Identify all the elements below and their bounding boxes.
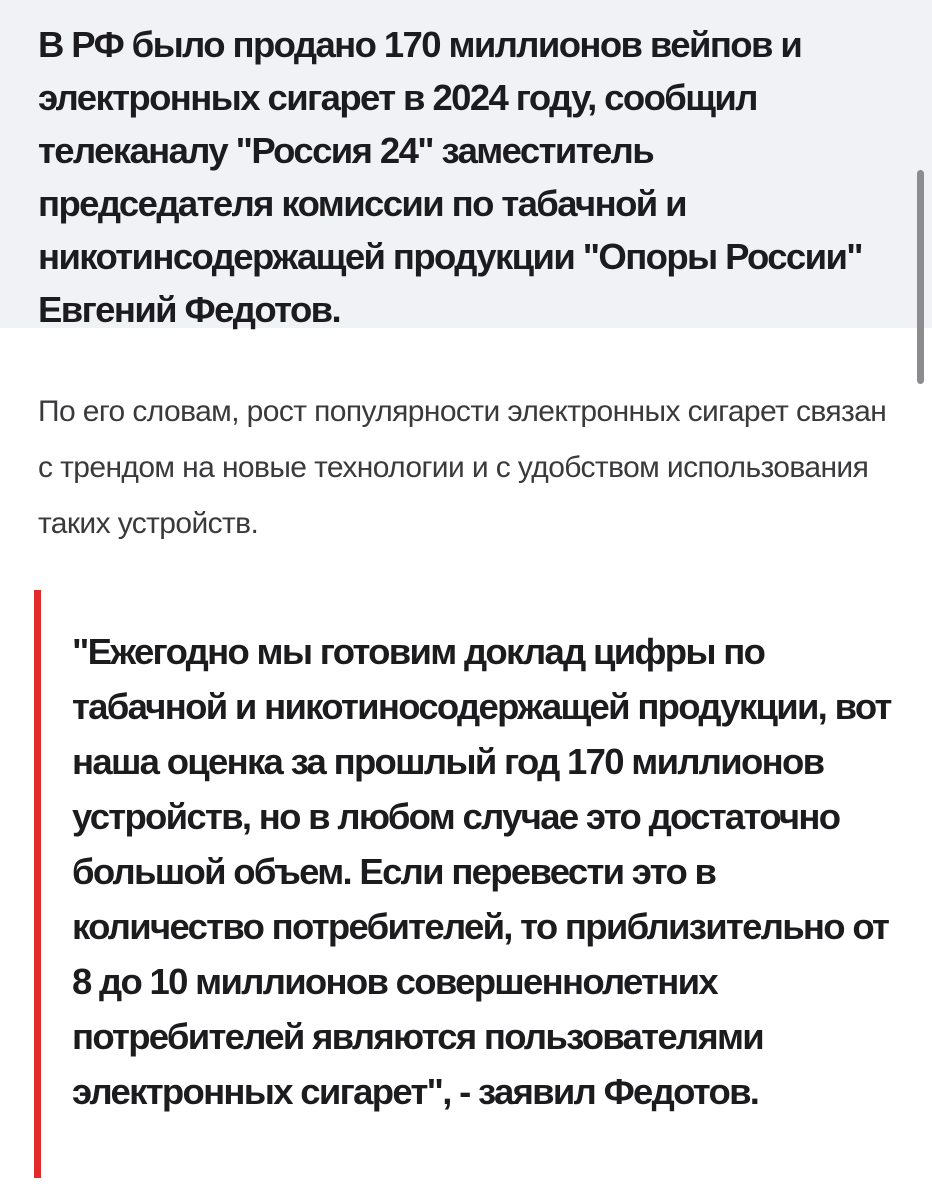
article-paragraph: По его словам, рост популярности электронных сигарет связан с трендом на новые технологии и с удобством использования таких устройств. — [38, 395, 887, 540]
quote-text: "Ежегодно мы готовим доклад цифры по табачной и никотиносодержащей продукции, вот наша оценка за прошлый год 170 миллионов устройств, но в любом случае это достаточно большой объем. Если перевести это в количество потребителей, то приблизительно от 8 до 10 миллионов совершеннолетних потребителей являются пользователями электронных сигарет", - заявил Федотов. — [72, 631, 891, 1112]
scrollbar-thumb[interactable] — [917, 170, 924, 384]
lead-box — [0, 0, 932, 328]
article-lead: В РФ было продано 170 миллионов вейпов и электронных сигарет в 2024 году, сообщил телеканалу "Россия 24" заместитель председателя комиссии по табачной и никотинсодержащей продукции "Опоры России" Евгений Федотов. — [38, 24, 862, 330]
quote-accent-bar — [34, 590, 41, 1178]
blockquote — [34, 590, 904, 1178]
